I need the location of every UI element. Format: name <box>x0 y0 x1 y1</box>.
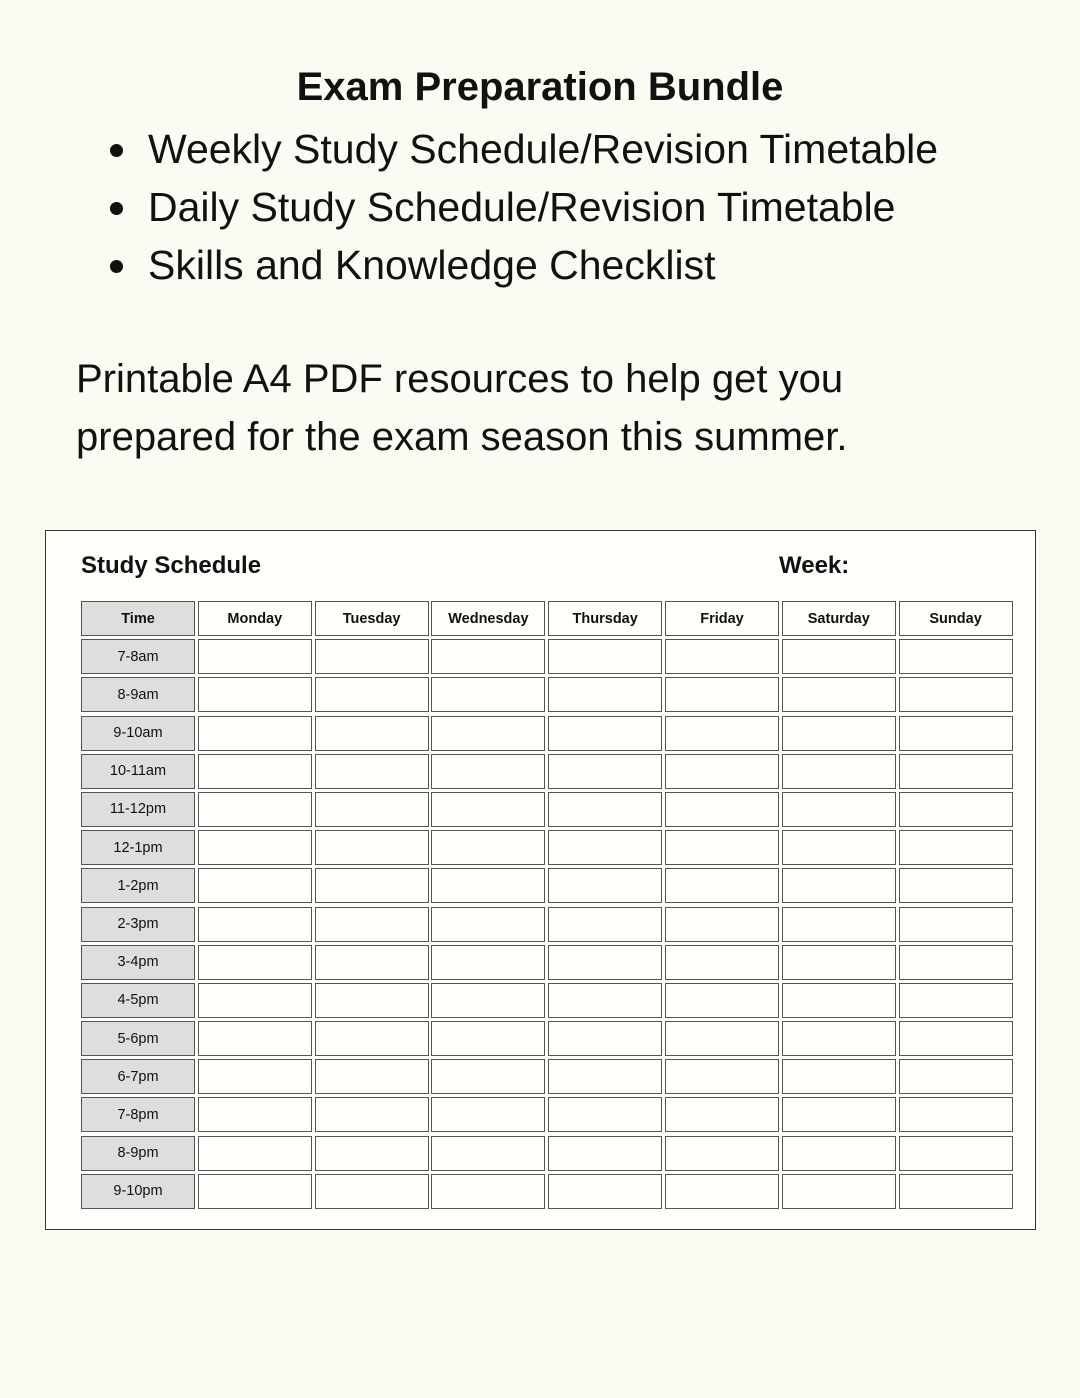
bullet-icon <box>110 202 123 215</box>
bundle-items-list <box>108 120 938 294</box>
schedule-cell <box>665 639 779 674</box>
column-header-sunday: Sunday <box>899 601 1013 636</box>
schedule-cell <box>431 945 545 980</box>
schedule-cell <box>899 1097 1013 1132</box>
bundle-title: Exam Preparation Bundle <box>296 65 784 109</box>
schedule-cell <box>431 868 545 903</box>
schedule-cell <box>198 983 312 1018</box>
schedule-cell <box>431 830 545 865</box>
schedule-cell <box>198 792 312 827</box>
list-item <box>108 178 938 236</box>
schedule-cell <box>665 754 779 789</box>
schedule-cell <box>782 1097 896 1132</box>
schedule-cell <box>899 830 1013 865</box>
time-slot-label: 9-10am <box>81 716 195 751</box>
schedule-cell <box>198 868 312 903</box>
schedule-cell <box>665 868 779 903</box>
column-header-wednesday: Wednesday <box>431 601 545 636</box>
schedule-cell <box>899 639 1013 674</box>
time-slot-label: 2-3pm <box>81 907 195 942</box>
schedule-cell <box>315 830 429 865</box>
schedule-cell <box>198 754 312 789</box>
schedule-cell <box>548 1097 662 1132</box>
schedule-cell <box>665 830 779 865</box>
schedule-cell <box>315 677 429 712</box>
time-slot-label: 7-8am <box>81 639 195 674</box>
schedule-cell <box>198 1097 312 1132</box>
schedule-cell <box>548 830 662 865</box>
time-slot-label: 9-10pm <box>81 1174 195 1209</box>
schedule-cell <box>665 907 779 942</box>
column-header-time: Time <box>81 601 195 636</box>
list-item-label: Skills and Knowledge Checklist <box>148 242 716 288</box>
schedule-cell <box>431 983 545 1018</box>
list-item <box>108 236 938 294</box>
schedule-cell <box>548 677 662 712</box>
schedule-cell <box>665 1021 779 1056</box>
schedule-cell <box>548 983 662 1018</box>
schedule-cell <box>782 716 896 751</box>
schedule-cell <box>665 1136 779 1171</box>
schedule-cell <box>198 945 312 980</box>
schedule-cell <box>548 639 662 674</box>
time-slot-label: 4-5pm <box>81 983 195 1018</box>
column-header-thursday: Thursday <box>548 601 662 636</box>
time-slot-label: 8-9am <box>81 677 195 712</box>
schedule-cell <box>665 983 779 1018</box>
schedule-cell <box>899 1136 1013 1171</box>
schedule-table <box>81 601 1013 1209</box>
schedule-cell <box>899 677 1013 712</box>
schedule-cell <box>899 716 1013 751</box>
schedule-cell <box>665 1059 779 1094</box>
schedule-cell <box>548 907 662 942</box>
schedule-cell <box>431 1174 545 1209</box>
schedule-cell <box>431 1136 545 1171</box>
schedule-cell <box>315 639 429 674</box>
schedule-cell <box>198 716 312 751</box>
schedule-cell <box>782 677 896 712</box>
schedule-cell <box>198 677 312 712</box>
time-slot-label: 3-4pm <box>81 945 195 980</box>
schedule-cell <box>315 1021 429 1056</box>
schedule-cell <box>782 639 896 674</box>
time-slot-label: 8-9pm <box>81 1136 195 1171</box>
schedule-cell <box>548 868 662 903</box>
schedule-cell <box>899 754 1013 789</box>
schedule-cell <box>782 830 896 865</box>
time-slot-label: 6-7pm <box>81 1059 195 1094</box>
schedule-cell <box>431 754 545 789</box>
schedule-cell <box>782 907 896 942</box>
bullet-icon <box>110 260 123 273</box>
schedule-cell <box>899 1059 1013 1094</box>
schedule-cell <box>431 792 545 827</box>
schedule-cell <box>782 1174 896 1209</box>
list-item <box>108 120 938 178</box>
schedule-cell <box>548 1021 662 1056</box>
schedule-cell <box>782 945 896 980</box>
schedule-cell <box>548 1136 662 1171</box>
time-slot-label: 7-8pm <box>81 1097 195 1132</box>
schedule-cell <box>548 945 662 980</box>
schedule-cell <box>198 830 312 865</box>
schedule-cell <box>315 792 429 827</box>
schedule-cell <box>315 1059 429 1094</box>
schedule-cell <box>899 945 1013 980</box>
time-slot-label: 12-1pm <box>81 830 195 865</box>
schedule-cell <box>665 716 779 751</box>
schedule-cell <box>899 792 1013 827</box>
schedule-cell <box>198 639 312 674</box>
schedule-cell <box>899 983 1013 1018</box>
schedule-cell <box>782 754 896 789</box>
schedule-cell <box>782 1059 896 1094</box>
schedule-cell <box>899 907 1013 942</box>
schedule-cell <box>315 754 429 789</box>
list-item-label: Weekly Study Schedule/Revision Timetable <box>148 126 939 172</box>
column-header-friday: Friday <box>665 601 779 636</box>
time-slot-label: 11-12pm <box>81 792 195 827</box>
column-header-monday: Monday <box>198 601 312 636</box>
column-header-tuesday: Tuesday <box>315 601 429 636</box>
schedule-cell <box>782 868 896 903</box>
schedule-cell <box>315 716 429 751</box>
schedule-cell <box>899 1174 1013 1209</box>
column-header-saturday: Saturday <box>782 601 896 636</box>
schedule-cell <box>431 1021 545 1056</box>
time-slot-label: 10-11am <box>81 754 195 789</box>
schedule-cell <box>665 1097 779 1132</box>
schedule-cell <box>782 983 896 1018</box>
list-item-label: Daily Study Schedule/Revision Timetable <box>148 184 896 230</box>
time-slot-label: 5-6pm <box>81 1021 195 1056</box>
schedule-cell <box>782 792 896 827</box>
schedule-cell <box>782 1136 896 1171</box>
schedule-cell <box>315 945 429 980</box>
schedule-cell <box>198 1174 312 1209</box>
schedule-cell <box>665 1174 779 1209</box>
schedule-cell <box>315 907 429 942</box>
schedule-cell <box>548 1059 662 1094</box>
schedule-title: Study Schedule <box>81 552 262 579</box>
schedule-cell <box>315 1174 429 1209</box>
schedule-cell <box>782 1021 896 1056</box>
schedule-cell <box>899 1021 1013 1056</box>
schedule-cell <box>548 716 662 751</box>
schedule-cell <box>198 1021 312 1056</box>
description-text: Printable A4 PDF resources to help get you prepared for the exam season this summer. <box>76 357 848 459</box>
schedule-cell <box>431 639 545 674</box>
schedule-cell <box>665 945 779 980</box>
schedule-cell <box>665 792 779 827</box>
schedule-cell <box>198 907 312 942</box>
time-slot-label: 1-2pm <box>81 868 195 903</box>
schedule-cell <box>198 1136 312 1171</box>
schedule-cell <box>431 716 545 751</box>
schedule-cell <box>315 983 429 1018</box>
bullet-icon <box>110 144 123 157</box>
schedule-cell <box>315 1136 429 1171</box>
schedule-cell <box>431 907 545 942</box>
study-schedule-sheet <box>45 530 1036 1230</box>
schedule-cell <box>315 868 429 903</box>
schedule-cell <box>548 792 662 827</box>
schedule-cell <box>431 1059 545 1094</box>
week-label: Week: <box>779 552 850 579</box>
schedule-cell <box>548 754 662 789</box>
schedule-cell <box>431 1097 545 1132</box>
schedule-cell <box>431 677 545 712</box>
schedule-cell <box>548 1174 662 1209</box>
schedule-cell <box>315 1097 429 1132</box>
schedule-cell <box>899 868 1013 903</box>
schedule-cell <box>198 1059 312 1094</box>
schedule-cell <box>665 677 779 712</box>
